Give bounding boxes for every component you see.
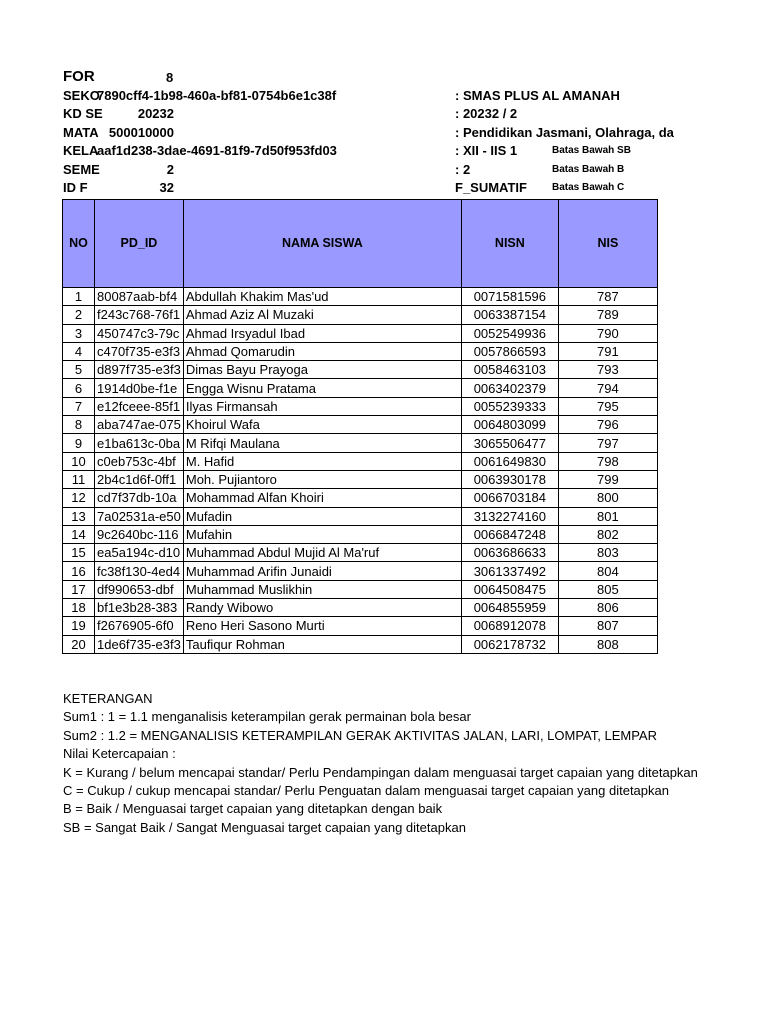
row-nis: 795 [558, 397, 657, 415]
table-header-row [63, 200, 658, 288]
row-no: 14 [63, 525, 95, 543]
row-no: 10 [63, 452, 95, 470]
row-nis: 794 [558, 379, 657, 397]
row-nama-siswa: Ahmad Irsyadul Ibad [183, 324, 461, 342]
row-nis: 798 [558, 452, 657, 470]
row-nis: 799 [558, 470, 657, 488]
row-nisn: 0071581596 [461, 288, 558, 306]
table-row [63, 580, 658, 598]
table-row [63, 361, 658, 379]
row-nama-siswa: Moh. Pujiantoro [183, 470, 461, 488]
row-no: 17 [63, 580, 95, 598]
header-right-value: : 2 [455, 162, 471, 177]
table-row [63, 544, 658, 562]
header-right-value: F_SUMATIF [455, 180, 527, 195]
row-no: 4 [63, 342, 95, 360]
table-row [63, 470, 658, 488]
header-right-value: : Pendidikan Jasmani, Olahraga, da [455, 125, 674, 140]
header-field-value: 32 [159, 180, 174, 195]
note-line: K = Kurang / belum mencapai standar/ Perlu Pendampingan dalam menguasai target capaian yang ditetapkan [63, 764, 698, 780]
header-field-value: 20232 [137, 106, 174, 121]
col-header-nisn: NISN [461, 200, 558, 288]
note-line: C = Cukup / cukup mencapai standar/ Perlu Penguatan dalam menguasai target capaian yang ditetapkan [63, 783, 669, 799]
row-nisn: 0058463103 [461, 361, 558, 379]
row-pd-id: 450747c3-79c [95, 324, 184, 342]
row-nama-siswa: Randy Wibowo [183, 599, 461, 617]
table-row [63, 416, 658, 434]
row-no: 19 [63, 617, 95, 635]
batas-bawah-label: Batas Bawah SB [552, 145, 631, 156]
notes-title: KETERANGAN [63, 691, 153, 706]
row-nama-siswa: Dimas Bayu Prayoga [183, 361, 461, 379]
row-no: 18 [63, 599, 95, 617]
row-nisn: 0063387154 [461, 306, 558, 324]
row-no: 13 [63, 507, 95, 525]
header-field-value: 7890cff4-1b98-460a-bf81-0754b6e1c38f [97, 88, 337, 103]
row-no: 7 [63, 397, 95, 415]
row-nama-siswa: Khoirul Wafa [183, 416, 461, 434]
row-nisn: 0063402379 [461, 379, 558, 397]
row-nis: 802 [558, 525, 657, 543]
row-pd-id: 7a02531a-e50 [95, 507, 184, 525]
row-nis: 791 [558, 342, 657, 360]
header-right-value: : XII - IIS 1 [455, 143, 518, 158]
note-line: SB = Sangat Baik / Sangat Menguasai target capaian yang ditetapkan [63, 819, 466, 835]
header-right-value: : SMAS PLUS AL AMANAH [455, 88, 620, 103]
col-header-nis: NIS [558, 200, 657, 288]
row-pd-id: 1914d0be-f1e [95, 379, 184, 397]
note-line: Nilai Ketercapaian : [63, 746, 176, 762]
row-nama-siswa: Reno Heri Sasono Murti [183, 617, 461, 635]
table-row [63, 379, 658, 397]
row-pd-id: d897f735-e3f3 [95, 361, 184, 379]
row-pd-id: e1ba613c-0ba [95, 434, 184, 452]
header-field-value: aaf1d238-3dae-4691-81f9-7d50f953fd03 [97, 143, 337, 158]
header-field-label: MATA [63, 125, 99, 140]
table-row [63, 342, 658, 360]
row-nisn: 3061337492 [461, 562, 558, 580]
keterangan-notes [63, 690, 698, 837]
row-no: 1 [63, 288, 95, 306]
row-nisn: 0064803099 [461, 416, 558, 434]
row-nama-siswa: Mufadin [183, 507, 461, 525]
row-nis: 806 [558, 599, 657, 617]
row-pd-id: 1de6f735-e3f3 [95, 635, 184, 653]
row-nisn: 3065506477 [461, 434, 558, 452]
header-field-value: 500010000 [108, 125, 174, 140]
header-field-value: 2 [166, 162, 174, 177]
row-nisn: 0052549936 [461, 324, 558, 342]
row-nisn: 0057866593 [461, 342, 558, 360]
row-nis: 805 [558, 580, 657, 598]
form-value: 8 [166, 70, 174, 85]
row-no: 6 [63, 379, 95, 397]
row-nisn: 0061649830 [461, 452, 558, 470]
row-nama-siswa: Engga Wisnu Pratama [183, 379, 461, 397]
header-field-label: KD SE [63, 106, 103, 121]
table-row [63, 525, 658, 543]
batas-bawah-label: Batas Bawah B [552, 164, 625, 175]
row-nama-siswa: Muhammad Arifin Junaidi [183, 562, 461, 580]
row-no: 2 [63, 306, 95, 324]
student-table [62, 199, 658, 654]
row-pd-id: e12fceee-85f1 [95, 397, 184, 415]
row-nisn: 0063686633 [461, 544, 558, 562]
row-pd-id: ea5a194c-d10 [95, 544, 184, 562]
row-nis: 800 [558, 489, 657, 507]
row-nama-siswa: Muhammad Abdul Mujid Al Ma'ruf [183, 544, 461, 562]
row-nisn: 0066847248 [461, 525, 558, 543]
table-row [63, 599, 658, 617]
row-nama-siswa: Taufiqur Rohman [183, 635, 461, 653]
row-pd-id: 9c2640bc-116 [95, 525, 184, 543]
row-nisn: 0055239333 [461, 397, 558, 415]
header-field-label: ID F [63, 180, 88, 195]
row-pd-id: df990653-dbf [95, 580, 184, 598]
table-row [63, 489, 658, 507]
row-nama-siswa: Ahmad Qomarudin [183, 342, 461, 360]
row-no: 5 [63, 361, 95, 379]
header-field-label: SEKO [63, 88, 100, 103]
table-row [63, 562, 658, 580]
header-field-label: KELA [63, 143, 99, 158]
row-no: 20 [63, 635, 95, 653]
row-no: 16 [63, 562, 95, 580]
row-nis: 803 [558, 544, 657, 562]
row-nis: 801 [558, 507, 657, 525]
table-row [63, 617, 658, 635]
header-right-value: : 20232 / 2 [455, 106, 518, 121]
table-row [63, 306, 658, 324]
row-pd-id: 80087aab-bf4 [95, 288, 184, 306]
row-nis: 793 [558, 361, 657, 379]
row-no: 9 [63, 434, 95, 452]
col-header-no: NO [63, 200, 95, 288]
row-pd-id: cd7f37db-10a [95, 489, 184, 507]
table-row [63, 452, 658, 470]
row-nisn: 0064508475 [461, 580, 558, 598]
table-row [63, 434, 658, 452]
row-nama-siswa: Muhammad Muslikhin [183, 580, 461, 598]
row-pd-id: fc38f130-4ed4 [95, 562, 184, 580]
row-nama-siswa: Abdullah Khakim Mas'ud [183, 288, 461, 306]
row-nis: 807 [558, 617, 657, 635]
row-nisn: 0066703184 [461, 489, 558, 507]
row-pd-id: f243c768-76f1 [95, 306, 184, 324]
row-nisn: 3132274160 [461, 507, 558, 525]
row-nisn: 0068912078 [461, 617, 558, 635]
note-line: B = Baik / Menguasai target capaian yang ditetapkan dengan baik [63, 801, 443, 817]
row-pd-id: f2676905-6f0 [95, 617, 184, 635]
row-nis: 789 [558, 306, 657, 324]
row-nis: 797 [558, 434, 657, 452]
header-field-label: SEME [63, 162, 100, 177]
note-line: Sum2 : 1.2 = MENGANALISIS KETERAMPILAN GERAK AKTIVITAS JALAN, LARI, LOMPAT, LEMPAR [63, 727, 657, 743]
row-pd-id: c470f735-e3f3 [95, 342, 184, 360]
row-nama-siswa: Mohammad Alfan Khoiri [183, 489, 461, 507]
row-nis: 796 [558, 416, 657, 434]
row-pd-id: bf1e3b28-383 [95, 599, 184, 617]
row-nis: 804 [558, 562, 657, 580]
col-header-nama-siswa: NAMA SISWA [183, 200, 461, 288]
table-row [63, 397, 658, 415]
row-no: 3 [63, 324, 95, 342]
table-row [63, 324, 658, 342]
row-nis: 808 [558, 635, 657, 653]
row-nama-siswa: Ilyas Firmansah [183, 397, 461, 415]
row-nama-siswa: Ahmad Aziz Al Muzaki [183, 306, 461, 324]
row-nis: 790 [558, 324, 657, 342]
row-no: 12 [63, 489, 95, 507]
row-pd-id: 2b4c1d6f-0ff1 [95, 470, 184, 488]
row-nama-siswa: M Rifqi Maulana [183, 434, 461, 452]
row-pd-id: aba747ae-075 [95, 416, 184, 434]
table-row [63, 635, 658, 653]
row-no: 15 [63, 544, 95, 562]
row-nisn: 0064855959 [461, 599, 558, 617]
row-no: 8 [63, 416, 95, 434]
col-header-pd-id: PD_ID [95, 200, 184, 288]
row-no: 11 [63, 470, 95, 488]
table-row [63, 288, 658, 306]
row-nisn: 0062178732 [461, 635, 558, 653]
table-row [63, 507, 658, 525]
row-nama-siswa: Mufahin [183, 525, 461, 543]
row-nama-siswa: M. Hafid [183, 452, 461, 470]
row-pd-id: c0eb753c-4bf [95, 452, 184, 470]
form-label: FOR [63, 68, 95, 85]
batas-bawah-label: Batas Bawah C [552, 182, 625, 193]
row-nisn: 0063930178 [461, 470, 558, 488]
note-line: Sum1 : 1 = 1.1 menganalisis keterampilan gerak permainan bola besar [63, 709, 471, 725]
row-nis: 787 [558, 288, 657, 306]
